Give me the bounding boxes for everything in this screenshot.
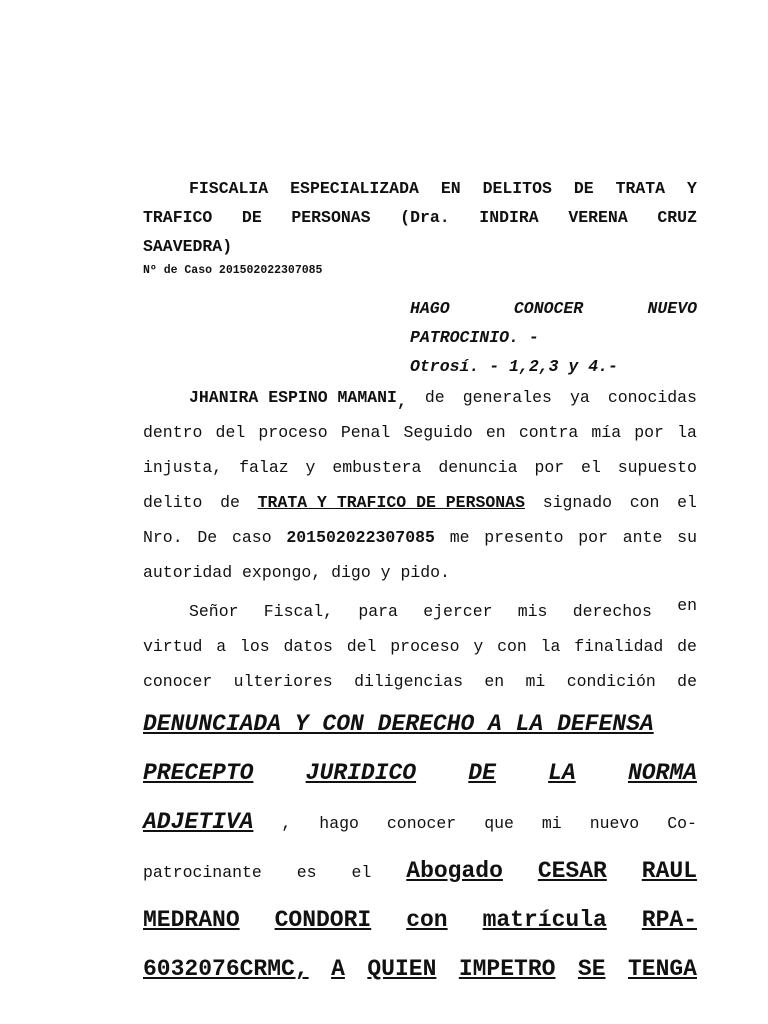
case-number: 201502022307085 — [286, 528, 435, 547]
word: DE — [468, 760, 496, 786]
paragraph-2-line-3 — [143, 664, 697, 699]
emphasis-line-2 — [143, 749, 697, 798]
word: ejercer — [423, 602, 493, 621]
word: matrícula — [482, 907, 607, 933]
word: caso — [231, 528, 272, 547]
word: CESAR — [537, 858, 607, 884]
word: ulteriores — [233, 672, 333, 691]
word: de — [220, 493, 240, 512]
word: y — [473, 637, 484, 656]
paragraph-1-line-2 — [143, 415, 697, 450]
word: finalidad — [574, 637, 664, 656]
word: PERSONAS — [291, 208, 371, 227]
word: INDIRA — [479, 208, 539, 227]
addressee-line-1 — [143, 174, 697, 203]
word: con — [629, 493, 660, 512]
paragraph-2-line-1 — [143, 594, 697, 629]
word: virtud — [143, 637, 203, 656]
word: Y — [687, 179, 697, 198]
word: ante — [622, 528, 663, 547]
word: FISCALIA — [189, 179, 269, 198]
word: mía — [591, 423, 622, 442]
word: mi — [541, 814, 562, 833]
word: IMPETRO — [458, 956, 556, 982]
word: ESPECIALIZADA — [290, 179, 419, 198]
word: Fiscal, — [263, 602, 334, 621]
word: De — [197, 528, 218, 547]
word: RAUL — [641, 858, 697, 884]
word: signado — [542, 493, 612, 512]
word: PRECEPTO — [143, 760, 254, 786]
word: CONOCER — [513, 299, 584, 318]
word: MEDRANO — [143, 907, 240, 933]
paragraph-1-line-6: autoridad expongo, digo y pido. — [143, 563, 450, 582]
word: el — [581, 458, 601, 477]
word: denuncia — [438, 458, 518, 477]
word: hago — [319, 814, 359, 833]
word: DELITOS — [482, 179, 552, 198]
word: Seguido — [403, 423, 473, 442]
word: proceso — [258, 423, 328, 442]
word: su — [677, 528, 697, 547]
addressee-line-3: SAAVEDRA) — [143, 237, 233, 256]
word: me — [449, 528, 470, 547]
word: la — [540, 637, 561, 656]
word: de — [424, 388, 445, 407]
word: TRATA — [615, 179, 666, 198]
emphasis-line-6 — [143, 945, 697, 994]
word: del — [215, 423, 246, 442]
addressee-line-2 — [143, 203, 697, 232]
paragraph-1-line-5 — [143, 520, 697, 555]
case-reference: Nº de Caso 201502022307085 — [143, 264, 323, 277]
word: dentro — [143, 423, 203, 442]
word: proceso — [390, 637, 460, 656]
word: CONDORI — [274, 907, 372, 933]
word: mi — [525, 672, 546, 691]
word: TRAFICO — [143, 208, 213, 227]
word: en — [485, 423, 506, 442]
sumilla-line-2: PATROCINIO. - — [410, 328, 539, 347]
word: el — [677, 493, 697, 512]
addressee-block — [143, 174, 697, 261]
word: es — [296, 863, 317, 882]
word: para — [358, 602, 398, 621]
word: a — [216, 637, 227, 656]
paragraph-1-line-4 — [143, 485, 697, 520]
petitioner-comma: , — [396, 392, 407, 411]
word: TENGA — [627, 956, 697, 982]
word: 6032076CRMC, — [143, 956, 309, 982]
word: Abogado — [406, 858, 503, 884]
emphasis-line-5 — [143, 896, 697, 945]
crime-name: TRATA Y TRAFICO DE PERSONAS — [257, 493, 525, 512]
word: de — [677, 672, 697, 691]
emphasis-line-1: DENUNCIADA Y CON DERECHO A LA DEFENSA — [143, 711, 654, 737]
word: DE — [573, 179, 594, 198]
word: mis — [517, 602, 548, 621]
word: por — [634, 423, 664, 442]
sumilla-block — [410, 294, 697, 381]
word: JURIDICO — [305, 760, 417, 786]
word: los — [239, 637, 270, 656]
emphasis-line-3 — [143, 798, 697, 847]
word: RPA- — [641, 907, 697, 933]
word: y — [305, 458, 316, 477]
word: Señor — [189, 602, 239, 621]
word: Penal — [340, 423, 391, 442]
sumilla-line-3: Otrosí. - 1,2,3 y 4.- — [410, 357, 618, 376]
word: en — [484, 672, 505, 691]
word: conocidas — [607, 388, 697, 407]
word: patrocinante — [143, 863, 262, 882]
sumilla-line-1 — [410, 294, 697, 323]
word: , — [281, 814, 292, 833]
word: CRUZ — [657, 208, 697, 227]
word: nuevo — [589, 814, 640, 833]
word: delito — [143, 493, 203, 512]
word: conocer — [386, 814, 457, 833]
word: con — [497, 637, 527, 656]
word: EN — [440, 179, 461, 198]
word: de — [677, 637, 697, 656]
word: (Dra. — [400, 208, 450, 227]
word: NUEVO — [647, 299, 697, 318]
word: diligencias — [354, 672, 463, 691]
word: datos — [283, 637, 333, 656]
adjetiva-word: ADJETIVA — [143, 809, 254, 835]
word: conocer — [143, 672, 213, 691]
emphasis-line-4 — [143, 847, 697, 896]
word: HAGO — [410, 299, 450, 318]
word: que — [484, 814, 514, 833]
word: embustera — [332, 458, 422, 477]
word: LA — [548, 760, 576, 786]
word: por — [534, 458, 565, 477]
word: NORMA — [627, 760, 697, 786]
word: por — [578, 528, 608, 547]
body-paragraphs — [143, 380, 697, 699]
word: contra — [518, 423, 579, 442]
petitioner-name: JHANIRA ESPINO MAMANI — [189, 388, 397, 407]
word: VERENA — [568, 208, 628, 227]
word: SE — [577, 956, 606, 982]
word: supuesto — [617, 458, 697, 477]
word: condición — [566, 672, 656, 691]
paragraph-1-line-3 — [143, 450, 697, 485]
word: la — [677, 423, 697, 442]
word: QUIEN — [367, 956, 437, 982]
word: el — [351, 863, 372, 882]
word: injusta, — [143, 458, 223, 477]
word: generales — [462, 388, 552, 407]
paragraph-2-line-2 — [143, 629, 697, 664]
word: Co- — [667, 814, 697, 833]
word: ya — [569, 388, 590, 407]
paragraph-1-line-1 — [143, 380, 697, 415]
word: DE — [241, 208, 262, 227]
p2-line1-end: en — [677, 596, 697, 615]
word: A — [331, 956, 345, 982]
word: con — [406, 907, 448, 933]
word: derechos — [572, 602, 652, 621]
word: presento — [484, 528, 564, 547]
word: falaz — [239, 458, 289, 477]
emphasis-section — [143, 700, 697, 994]
word: del — [346, 637, 377, 656]
word: Nro. — [143, 528, 183, 547]
